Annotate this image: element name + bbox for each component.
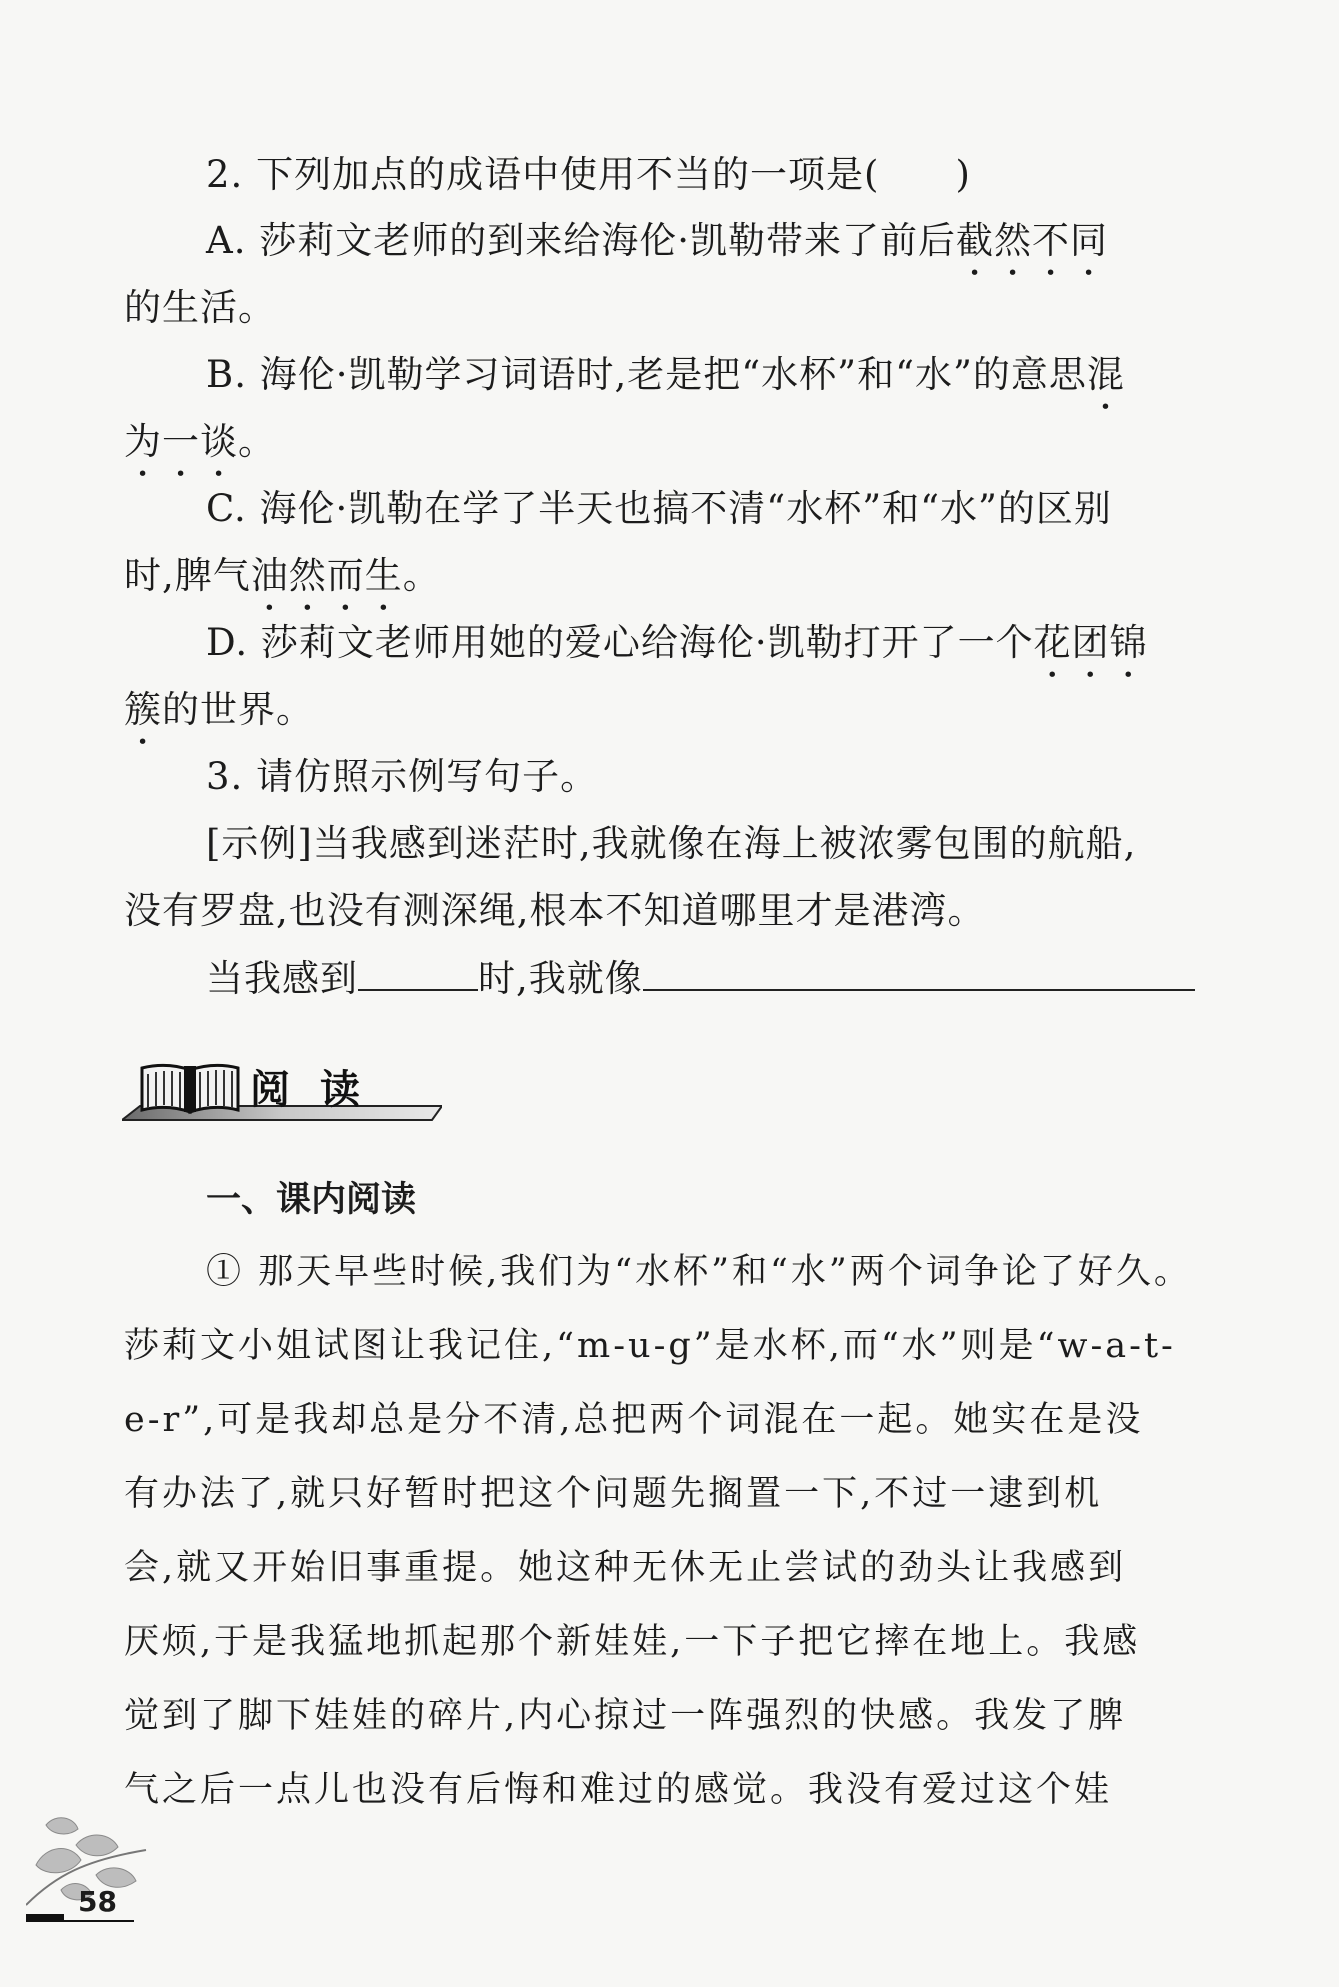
q3-fill-line: 当我感到 时,我就像 bbox=[206, 953, 1195, 1004]
q3-stem: 3. 请仿照示例写句子。 bbox=[206, 755, 599, 798]
page-number: 58 bbox=[78, 1885, 117, 1918]
q2-stem: 2. 下列加点的成语中使用不当的一项是( ) bbox=[206, 153, 971, 196]
q2-option-c-line2: 时,脾气油然而生。 bbox=[124, 554, 441, 597]
page-number-bar bbox=[26, 1914, 64, 1922]
q3-example-line1: [示例]当我感到迷茫时,我就像在海上被浓雾包围的航船, bbox=[206, 822, 1137, 865]
passage-line: 莎莉文小姐试图让我记住,“m-u-g”是水杯,而“水”则是“w-a-t- bbox=[124, 1326, 1176, 1366]
q2-option-b-line1: B. 海伦·凯勒学习词语时,老是把“水杯”和“水”的意思混 bbox=[206, 353, 1125, 396]
page-number-rule bbox=[64, 1920, 134, 1922]
passage-line: 厌烦,于是我猛地抓起那个新娃娃,一下子把它摔在地上。我感 bbox=[124, 1622, 1141, 1662]
q2-option-d-line2: 簇的世界。 bbox=[124, 688, 314, 731]
emphasized-idiom: 簇 bbox=[124, 688, 162, 731]
emphasized-idiom: 油然而生 bbox=[250, 554, 403, 597]
passage-line: 会,就又开始旧事重提。她这种无休无止尝试的劲头让我感到 bbox=[124, 1548, 1127, 1588]
q2-option-c-line1: C. 海伦·凯勒在学了半天也搞不清“水杯”和“水”的区别 bbox=[206, 487, 1112, 530]
q2-option-b-line2: 为一谈。 bbox=[124, 420, 276, 463]
passage-line: 觉到了脚下娃娃的碎片,内心掠过一阵强烈的快感。我发了脾 bbox=[124, 1696, 1127, 1736]
emphasized-idiom: 截然不同 bbox=[956, 219, 1109, 262]
section-header-reading bbox=[122, 1060, 442, 1126]
answer-blank-1[interactable] bbox=[358, 953, 478, 991]
reading-subheading: 一、课内阅读 bbox=[206, 1180, 417, 1220]
q2-option-d-line1: D. 莎莉文老师用她的爱心给海伦·凯勒打开了一个花团锦 bbox=[206, 621, 1148, 664]
passage-line: 气之后一点儿也没有后悔和难过的感觉。我没有爱过这个娃 bbox=[124, 1770, 1113, 1810]
q2-option-a-line2: 的生活。 bbox=[124, 286, 276, 329]
passage-line: e-r”,可是我却总是分不清,总把两个词混在一起。她实在是没 bbox=[124, 1400, 1144, 1440]
passage-line: ① 那天早些时候,我们为“水杯”和“水”两个词争论了好久。 bbox=[206, 1252, 1192, 1292]
emphasized-idiom: 花团锦 bbox=[1033, 621, 1148, 664]
q2-option-a-line1: A. 莎莉文老师的到来给海伦·凯勒带来了前后截然不同 bbox=[206, 219, 1109, 262]
q3-example-line2: 没有罗盘,也没有测深绳,根本不知道哪里才是港湾。 bbox=[124, 889, 986, 932]
section-title: 阅读 bbox=[250, 1067, 390, 1113]
answer-blank-2[interactable] bbox=[643, 953, 1195, 991]
emphasized-idiom: 混 bbox=[1086, 353, 1125, 396]
passage-line: 有办法了,就只好暂时把这个问题先搁置一下,不过一逮到机 bbox=[124, 1474, 1103, 1514]
emphasized-idiom: 为一谈 bbox=[124, 420, 238, 463]
